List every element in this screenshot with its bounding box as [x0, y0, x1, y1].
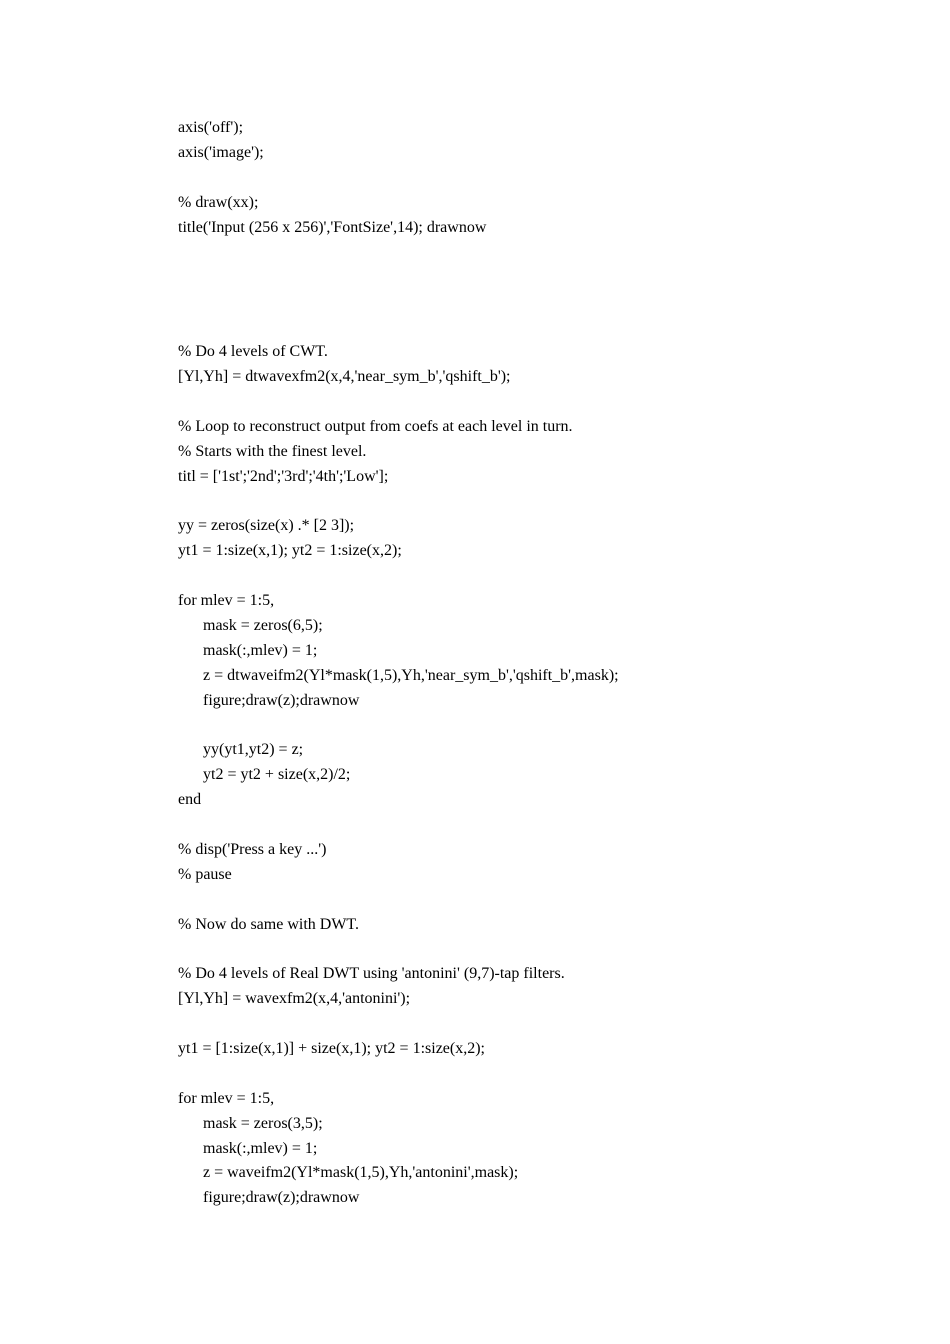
- code-line: mask(:,mlev) = 1;: [203, 641, 318, 659]
- code-line: z = waveifm2(Yl*mask(1,5),Yh,'antonini',mask);: [203, 1164, 519, 1182]
- code-line: % Do 4 levels of Real DWT using 'antonini' (9,7)-tap filters.: [178, 965, 565, 983]
- code-line: % Do 4 levels of CWT.: [178, 343, 328, 361]
- code-line: yt1 = 1:size(x,1); yt2 = 1:size(x,2);: [178, 542, 402, 560]
- code-line: % Starts with the finest level.: [178, 442, 367, 460]
- blank-line: [178, 813, 918, 838]
- code-line: [Yl,Yh] = dtwavexfm2(x,4,'near_sym_b','qshift_b');: [178, 367, 511, 385]
- code-line: % Loop to reconstruct output from coefs at each level in turn.: [178, 417, 573, 435]
- code-line: mask = zeros(6,5);: [203, 616, 323, 634]
- code-line: yy = zeros(size(x) .* [2 3]);: [178, 517, 355, 535]
- code-line: % Now do same with DWT.: [178, 915, 359, 933]
- code-line: for mlev = 1:5,: [178, 1089, 275, 1107]
- code-line: mask(:,mlev) = 1;: [203, 1139, 318, 1157]
- blank-line: [178, 390, 918, 415]
- code-line: titl = ['1st';'2nd';'3rd';'4th';'Low'];: [178, 467, 389, 485]
- code-line: mask = zeros(3,5);: [203, 1114, 323, 1132]
- code-line: yy(yt1,yt2) = z;: [203, 741, 304, 759]
- blank-line: [178, 713, 918, 738]
- code-line: figure;draw(z);drawnow: [203, 691, 360, 709]
- code-line: yt2 = yt2 + size(x,2)/2;: [203, 766, 351, 784]
- blank-line: [178, 489, 918, 514]
- code-line: % disp('Press a key ...'): [178, 840, 327, 858]
- blank-line: [178, 937, 918, 962]
- code-listing: [178, 116, 918, 1211]
- code-section-transforms: [178, 340, 918, 1211]
- code-line: [Yl,Yh] = wavexfm2(x,4,'antonini');: [178, 990, 411, 1008]
- blank-line: [178, 888, 918, 913]
- code-line: axis('off');: [178, 119, 244, 136]
- code-line: axis('image');: [178, 143, 264, 161]
- blank-line: [178, 1062, 918, 1087]
- code-line: yt1 = [1:size(x,1)] + size(x,1); yt2 = 1:size(x,2);: [178, 1039, 485, 1057]
- code-line: for mlev = 1:5,: [178, 591, 275, 609]
- section-spacer: [178, 240, 918, 340]
- blank-line: [178, 564, 918, 589]
- blank-line: [178, 1012, 918, 1037]
- code-line: end: [178, 791, 202, 809]
- code-line: figure;draw(z);drawnow: [203, 1189, 360, 1207]
- code-line: % pause: [178, 865, 232, 883]
- code-line: title('Input (256 x 256)','FontSize',14); drawnow: [178, 218, 487, 236]
- blank-line: [178, 166, 918, 191]
- code-line: z = dtwaveifm2(Yl*mask(1,5),Yh,'near_sym_b','qshift_b',mask);: [203, 666, 619, 684]
- code-section-display-setup: [178, 116, 918, 240]
- code-line: % draw(xx);: [178, 193, 259, 211]
